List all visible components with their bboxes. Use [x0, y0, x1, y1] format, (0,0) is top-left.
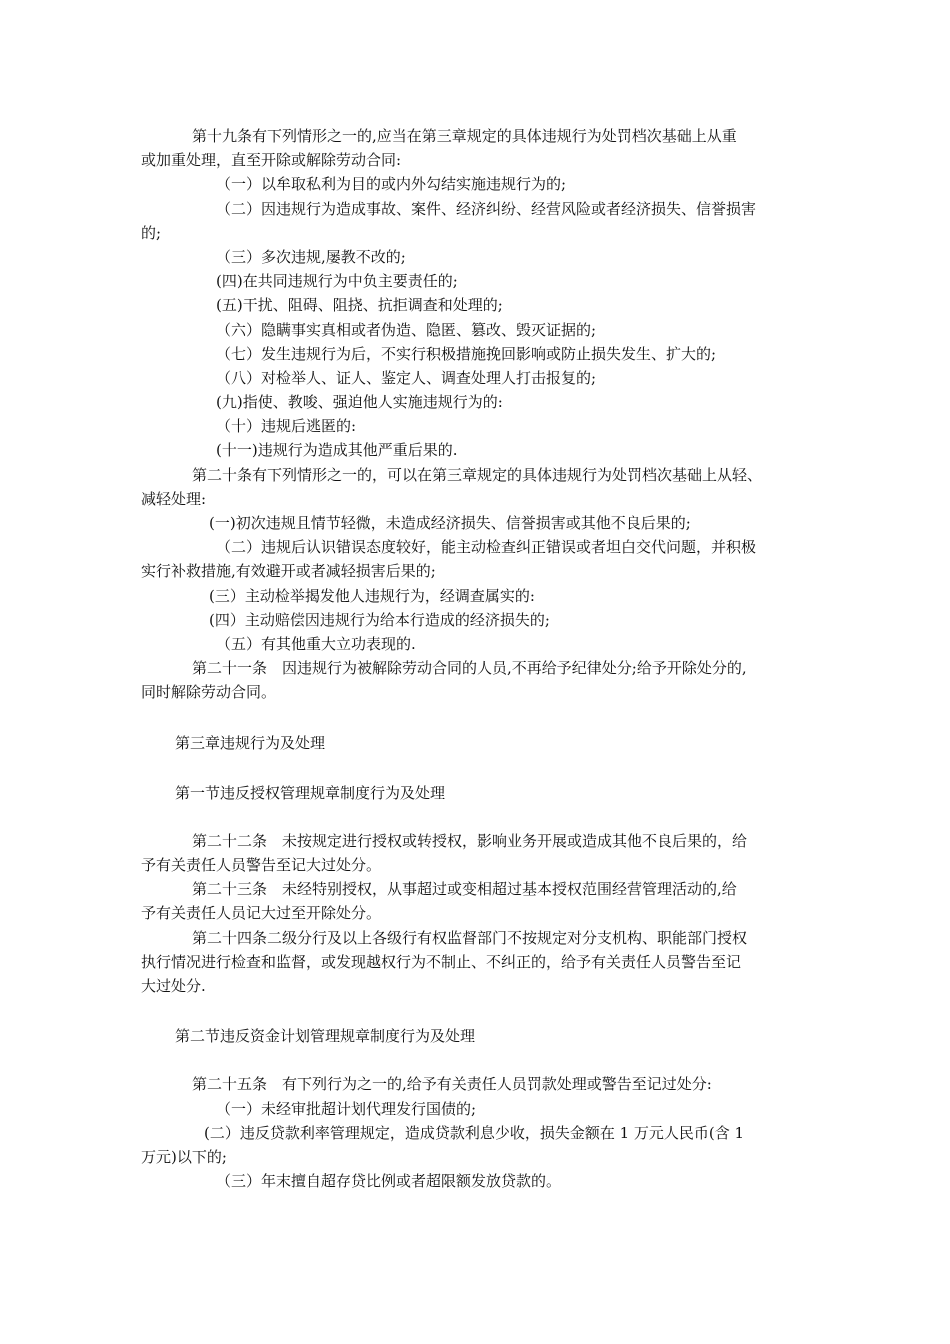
section-heading: 第一节违反授权管理规章制度行为及处理	[175, 783, 446, 802]
article-21-line-1: 第二十一条 因违规行为被解除劳动合同的人员,不再给予纪律处分;给予开除处分的,	[192, 659, 747, 678]
article-22-line-1: 第二十二条 未按规定进行授权或转授权，影响业务开展或造成其他不良后果的，给	[192, 831, 748, 850]
article-22-line-2: 予有关责任人员警告至记大过处分。	[141, 856, 382, 875]
article-24-line-3: 大过处分.	[141, 977, 206, 995]
article-20-item: (三）主动检举揭发他人违规行为，经调查属实的:	[209, 586, 535, 605]
article-19-item-continuation: 的;	[141, 223, 162, 242]
article-19-item: （六）隐瞒事实真相或者伪造、隐匿、篡改、毁灭证据的;	[216, 320, 597, 339]
section-heading: 第二节违反资金计划管理规章制度行为及处理	[175, 1027, 476, 1046]
article-20-item-continuation: 实行补救措施,有效避开或者减轻损害后果的;	[141, 562, 436, 581]
article-20-item: （五）有其他重大立功表现的.	[216, 634, 416, 653]
article-21-line-2: 同时解除劳动合同。	[141, 683, 277, 702]
article-19-line-2: 或加重处理，直至开除或解除劳动合同:	[141, 151, 402, 170]
article-19-item: （三）多次违规,屡教不改的;	[216, 247, 406, 266]
article-19-item: （十）违规后逃匿的:	[216, 417, 357, 436]
article-19-item: (四)在共同违规行为中负主要责任的;	[216, 272, 458, 291]
article-20-line-1: 第二十条有下列情形之一的，可以在第三章规定的具体违规行为处罚档次基础上从轻、	[192, 465, 763, 484]
article-20-item: (一)初次违规且情节轻微，未造成经济损失、信誉损害或其他不良后果的;	[209, 514, 691, 532]
article-23-line-1: 第二十三条 未经特别授权，从事超过或变相超过基本授权范围经营管理活动的,给	[192, 880, 737, 899]
article-19-item: （八）对检举人、证人、鉴定人、调查处理人打击报复的;	[216, 368, 597, 387]
article-20-item: (四）主动赔偿因违规行为给本行造成的经济损失的;	[209, 610, 550, 629]
article-24-line-2: 执行情况进行检查和监督，或发现越权行为不制止、不纠正的，给予有关责任人员警告至记	[141, 952, 742, 971]
chapter-heading: 第三章违规行为及处理	[175, 733, 326, 752]
article-25-item: （一）未经审批超计划代理发行国债的;	[216, 1099, 477, 1118]
article-19-line-1: 第十九条有下列情形之一的,应当在第三章规定的具体违规行为处罚档次基础上从重	[192, 127, 737, 145]
article-20-item: （二）违规后认识错误态度较好，能主动检查纠正错误或者坦白交代问题，并积极	[216, 538, 757, 557]
article-25-item: (二）违反贷款利率管理规定，造成贷款利息少收，损失金额在 1 万元人民币(含 1	[204, 1123, 745, 1142]
article-19-item: (九)指使、教唆、强迫他人实施违规行为的:	[216, 393, 503, 412]
article-19-item: （七）发生违规行为后，不实行积极措施挽回影响或防止损失发生、扩大的;	[216, 344, 717, 363]
article-24-line-1: 第二十四条二级分行及以上各级行有权监督部门不按规定对分支机构、职能部门授权	[192, 928, 748, 947]
article-25-item-continuation: 万元)以下的;	[141, 1147, 227, 1166]
article-19-item: (五)干扰、阻碍、阻挠、抗拒调查和处理的;	[216, 296, 503, 315]
article-19-item: (十一)违规行为造成其他严重后果的.	[216, 441, 458, 460]
article-19-item: （一）以牟取私利为目的或内外勾结实施违规行为的;	[216, 175, 567, 194]
article-19-item: （二）因违规行为造成事故、案件、经济纠纷、经营风险或者经济损失、信誉损害	[216, 199, 757, 218]
document-page	[141, 124, 813, 1193]
article-25-item: （三）年末擅自超存贷比例或者超限额发放贷款的。	[216, 1172, 562, 1191]
article-25-line-1: 第二十五条 有下列行为之一的,给予有关责任人员罚款处理或警告至记过处分:	[192, 1075, 712, 1094]
article-23-line-2: 予有关责任人员记大过至开除处分。	[141, 904, 382, 923]
article-20-line-2: 减轻处理:	[141, 489, 207, 508]
